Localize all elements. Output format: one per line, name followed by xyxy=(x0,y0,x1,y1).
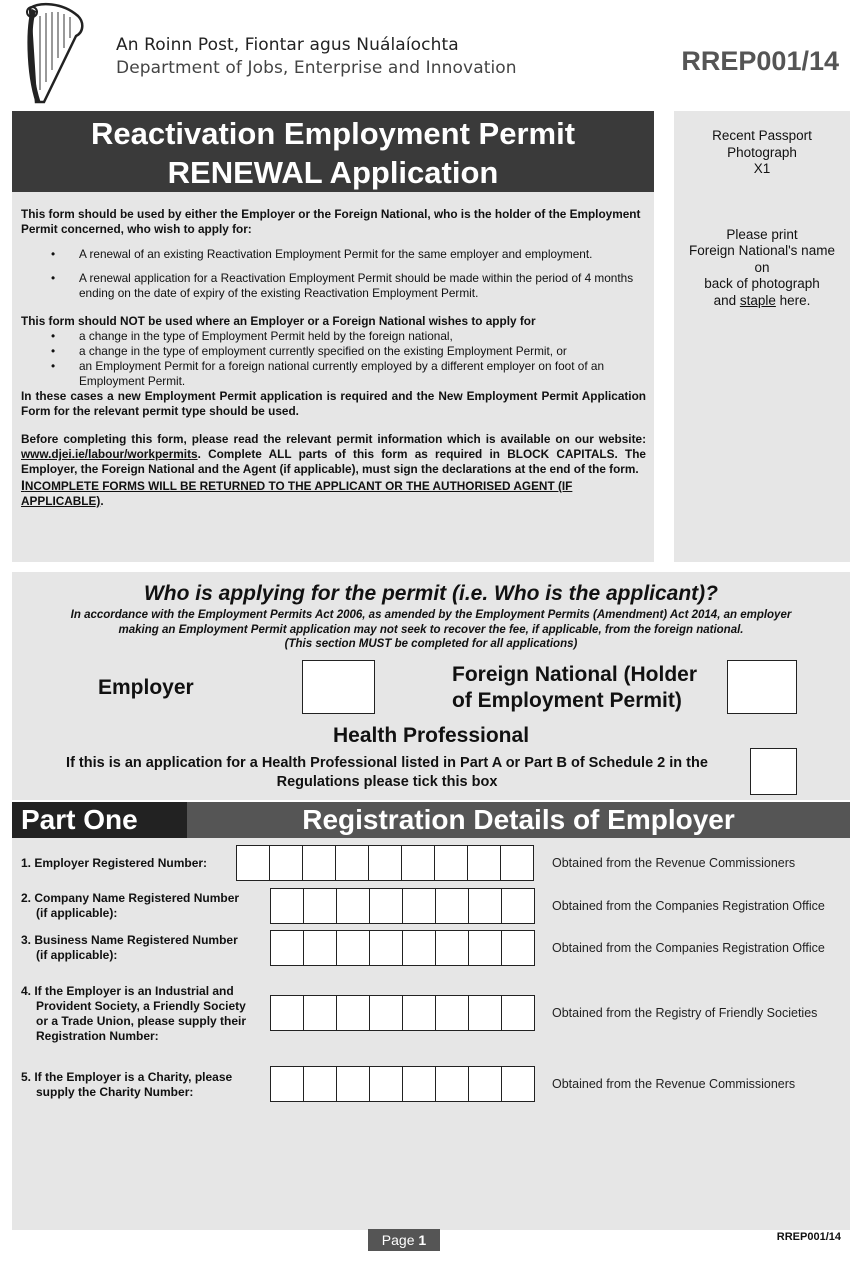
warning-dot: . xyxy=(100,494,104,508)
part-one-body xyxy=(12,838,850,1230)
harp-emblem-icon xyxy=(22,2,88,106)
row-label-line: (if applicable): xyxy=(36,948,118,962)
society-registration-number-field[interactable] xyxy=(271,995,535,1031)
character-cell[interactable] xyxy=(336,995,370,1031)
applicant-note-line2: making an Employment Permit application may not seek to recover the fee, if applicable, from the foreign national. xyxy=(118,623,744,636)
list-item: • A renewal application for a Reactivation Employment Permit should be made within the period of 4 months ending on the date of expiry of the existing Reactivation Employment Permit. xyxy=(21,271,646,301)
employer-registered-number-field[interactable] xyxy=(237,845,534,881)
character-cell[interactable] xyxy=(369,930,403,966)
row-source-4: Obtained from the Registry of Friendly Societies xyxy=(552,1006,818,1020)
list-item: • an Employment Permit for a foreign national currently employed by a different employer on foot of an Employment Permit. xyxy=(21,359,646,389)
row-label-line: 5. If the Employer is a Charity, please xyxy=(21,1070,233,1084)
character-cell[interactable] xyxy=(402,995,436,1031)
department-name-english: Department of Jobs, Enterprise and Innovation xyxy=(116,58,517,78)
warning-text-1: NCOMPLETE FORMS WILL BE RETURNED TO THE APPLICANT OR THE AUTHORISED AGENT (IF xyxy=(24,479,573,493)
character-cell[interactable] xyxy=(468,995,502,1031)
intro-paragraph-2: This form should NOT be used where an Employer or a Foreign National wishes to apply for xyxy=(21,314,536,328)
character-cell[interactable] xyxy=(270,930,304,966)
list-item: • a change in the type of Employment Permit held by the foreign national, xyxy=(21,329,646,344)
character-cell[interactable] xyxy=(501,1066,535,1102)
character-cell[interactable] xyxy=(468,930,502,966)
row-label-line: Registration Number: xyxy=(36,1029,159,1043)
page-number: 1 xyxy=(418,1232,427,1248)
page-label: Page xyxy=(381,1232,415,1248)
health-professional-title: Health Professional xyxy=(332,724,530,747)
row-source-5: Obtained from the Revenue Commissioners xyxy=(552,1077,796,1091)
character-cell[interactable] xyxy=(270,888,304,924)
part-label: Part One xyxy=(12,802,187,838)
health-professional-instruction xyxy=(12,754,762,792)
form-title-line2: RENEWAL Application xyxy=(167,155,499,190)
foreign-national-label xyxy=(452,662,697,714)
business-name-registered-number-field[interactable] xyxy=(271,930,535,966)
photo-label-1: Recent Passport xyxy=(712,128,812,143)
character-cell[interactable] xyxy=(501,888,535,924)
photo-label-2: Photograph xyxy=(727,144,797,160)
foreign-national-checkbox[interactable] xyxy=(727,660,797,714)
photo-label-3: X1 xyxy=(753,161,771,176)
character-cell[interactable] xyxy=(303,930,337,966)
intro-bullets-1 xyxy=(21,247,646,301)
character-cell[interactable] xyxy=(336,1066,370,1102)
row-label-line: supply the Charity Number: xyxy=(36,1085,194,1099)
form-title-line1: Reactivation Employment Permit xyxy=(90,116,576,151)
character-cell[interactable] xyxy=(402,930,436,966)
row-label-society-number xyxy=(21,984,246,1044)
character-cell[interactable] xyxy=(501,930,535,966)
character-cell[interactable] xyxy=(402,1066,436,1102)
character-cell[interactable] xyxy=(303,995,337,1031)
character-cell[interactable] xyxy=(500,845,534,881)
row-label-company-number xyxy=(21,891,239,921)
row-source-3: Obtained from the Companies Registration Office xyxy=(552,941,825,955)
photo-instruction-4: back of photograph xyxy=(704,276,820,291)
row-label-line: or a Trade Union, please supply their xyxy=(36,1014,247,1028)
character-cell[interactable] xyxy=(236,845,270,881)
character-cell[interactable] xyxy=(270,1066,304,1102)
row-label-line: 4. If the Employer is an Industrial and xyxy=(21,984,234,998)
form-code: RREP001/14 xyxy=(681,46,839,76)
character-cell[interactable] xyxy=(401,845,435,881)
applicant-section xyxy=(12,572,850,800)
part-one-header xyxy=(12,802,850,838)
page-indicator xyxy=(368,1229,440,1251)
character-cell[interactable] xyxy=(369,995,403,1031)
warning-initial: I xyxy=(21,477,25,493)
character-cell[interactable] xyxy=(467,845,501,881)
passport-photo-area xyxy=(674,111,850,562)
intro-instructions xyxy=(12,192,654,562)
character-cell[interactable] xyxy=(468,1066,502,1102)
character-cell[interactable] xyxy=(435,995,469,1031)
character-cell[interactable] xyxy=(369,888,403,924)
form-title xyxy=(12,111,654,192)
character-cell[interactable] xyxy=(335,845,369,881)
row-label-line: (if applicable): xyxy=(36,906,118,920)
foreign-national-label-line1: Foreign National (Holder xyxy=(452,663,698,686)
photo-instruction-5 xyxy=(674,293,850,310)
character-cell[interactable] xyxy=(269,845,303,881)
character-cell[interactable] xyxy=(303,1066,337,1102)
row-label-charity-number xyxy=(21,1070,232,1100)
intro-paragraph-1: This form should be used by either the Employer or the Foreign National, who is the holder of the Employment Permit concerned, who wish to apply for: xyxy=(21,207,641,236)
incomplete-forms-warning xyxy=(21,478,646,509)
list-item: • A renewal of an existing Reactivation Employment Permit for the same employer and employment. xyxy=(21,247,646,262)
character-cell[interactable] xyxy=(435,888,469,924)
character-cell[interactable] xyxy=(336,888,370,924)
intro-p4-text-post: . Complete ALL parts of this form as required in BLOCK CAPITALS. The Employer, the Foreign National and the Agent (if applicable), must sign the declarations at the end of the form. xyxy=(21,447,646,476)
department-name-irish: An Roinn Post, Fiontar agus Nuálaíochta xyxy=(116,35,459,55)
footer-form-code: RREP001/14 xyxy=(776,1231,841,1243)
character-cell[interactable] xyxy=(303,888,337,924)
row-label-employer-number: 1. Employer Registered Number: xyxy=(21,856,208,870)
photo-instruction-1: Please print xyxy=(726,226,798,242)
list-item: • a change in the type of employment currently specified on the existing Employment Permit, or xyxy=(21,344,646,359)
intro-paragraph-3: In these cases a new Employment Permit application is required and the New Employment Permit Application Form for the relevant permit type should be used. xyxy=(21,389,646,418)
character-cell[interactable] xyxy=(434,845,468,881)
photo-instruction-3: on xyxy=(754,259,770,275)
applicant-note-line3: (This section MUST be completed for all applications) xyxy=(284,638,578,650)
foreign-national-label-line2: of Employment Permit) xyxy=(452,689,682,712)
employer-checkbox[interactable] xyxy=(302,660,375,714)
character-cell[interactable] xyxy=(435,930,469,966)
applicant-note xyxy=(22,608,840,652)
applicant-question: Who is applying for the permit (i.e. Who is the applicant)? xyxy=(143,582,718,605)
health-instruction-line1: If this is an application for a Health Professional listed in Part A or Part B of Schedule 2 in the xyxy=(66,755,708,771)
character-cell[interactable] xyxy=(435,1066,469,1102)
charity-number-field[interactable] xyxy=(271,1066,535,1102)
character-cell[interactable] xyxy=(368,845,402,881)
row-source-2: Obtained from the Companies Registration Office xyxy=(552,899,825,913)
photo-instruction-staple: staple xyxy=(739,292,776,308)
health-instruction-line2: Regulations please tick this box xyxy=(276,774,498,790)
health-professional-checkbox[interactable] xyxy=(750,748,797,795)
row-source-1: Obtained from the Revenue Commissioners xyxy=(552,856,796,870)
character-cell[interactable] xyxy=(270,995,304,1031)
applicant-note-line1: In accordance with the Employment Permits Act 2006, as amended by the Employment Permits (Amendment) Act 2014, an employer xyxy=(70,609,792,621)
row-label-line: 2. Company Name Registered Number xyxy=(21,891,240,905)
character-cell[interactable] xyxy=(302,845,336,881)
character-cell[interactable] xyxy=(501,995,535,1031)
part-title: Registration Details of Employer xyxy=(187,802,850,838)
intro-bullets-2 xyxy=(21,329,646,389)
photo-instruction-2: Foreign National's name xyxy=(689,243,835,258)
intro-paragraph-4 xyxy=(21,432,646,477)
row-label-line: 3. Business Name Registered Number xyxy=(21,933,238,947)
warning-text-2: APPLICABLE) xyxy=(21,494,101,508)
row-label-line: Provident Society, a Friendly Society xyxy=(36,999,246,1013)
company-registered-number-field[interactable] xyxy=(271,888,535,924)
row-label-business-number xyxy=(21,933,238,963)
website-link[interactable]: www.djei.ie/labour/workpermits xyxy=(21,447,198,461)
employer-label: Employer xyxy=(98,676,194,699)
intro-p4-text: Before completing this form, please read the relevant permit information which is available on our website: xyxy=(21,432,646,446)
photo-instruction-text-post: here. xyxy=(775,292,811,308)
character-cell[interactable] xyxy=(468,888,502,924)
photo-instruction-text: and xyxy=(713,292,740,308)
character-cell[interactable] xyxy=(369,1066,403,1102)
character-cell[interactable] xyxy=(402,888,436,924)
character-cell[interactable] xyxy=(336,930,370,966)
